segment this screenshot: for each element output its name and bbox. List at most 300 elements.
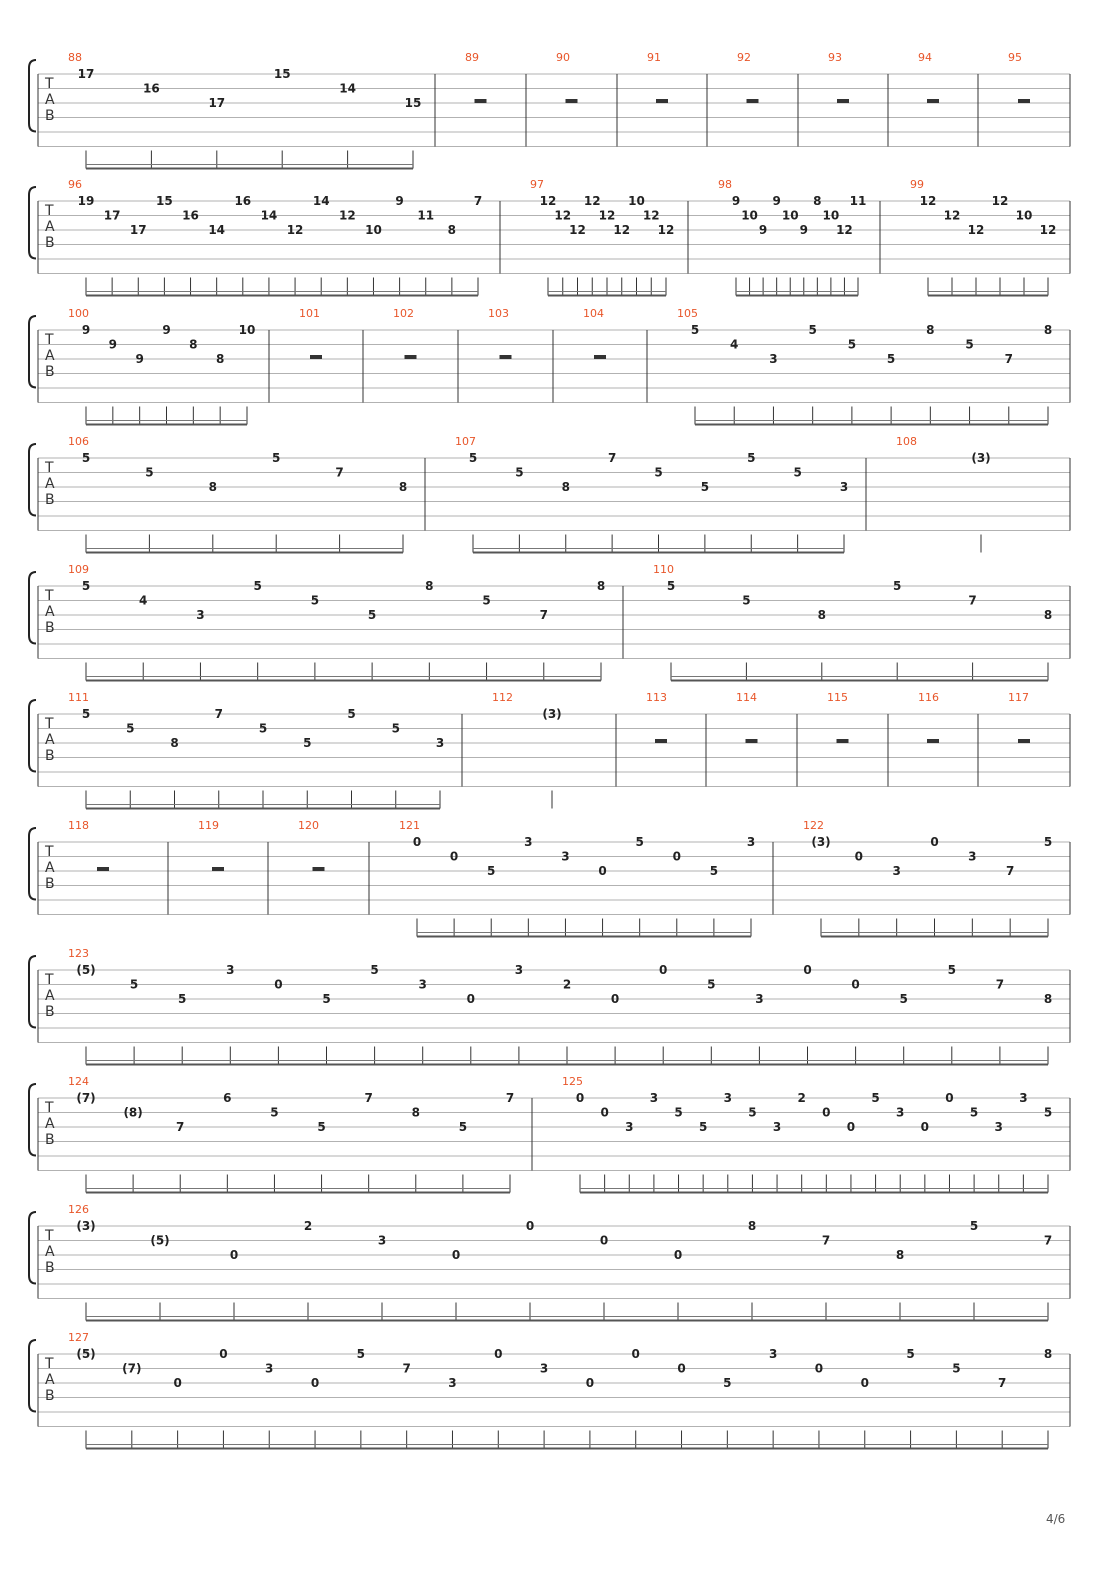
fret-number: 5	[178, 992, 187, 1006]
rest-symbol	[97, 867, 109, 871]
tab-clef-letter: B	[45, 235, 55, 251]
tab-clef-letter: B	[45, 1004, 55, 1020]
measure-number: 126	[68, 1203, 89, 1216]
fret-number: 5	[707, 977, 716, 992]
rest-symbol	[566, 99, 578, 103]
fret-number: 5	[747, 451, 756, 465]
fret-number: 0	[494, 1347, 503, 1361]
rest-symbol	[500, 355, 512, 359]
fret-number: 8	[813, 194, 822, 208]
fret-number: 5	[969, 1105, 979, 1120]
fret-number: 19	[77, 194, 95, 208]
fret-number: 5	[370, 963, 379, 977]
fret-number: 12	[286, 223, 304, 237]
measure-number: 90	[556, 51, 570, 64]
fret-number: 0	[585, 1376, 595, 1390]
measure-number: 99	[910, 178, 924, 191]
tab-system	[29, 947, 1070, 1065]
fret-number: 2	[797, 1091, 806, 1105]
fret-number: 14	[339, 81, 356, 96]
measure-number: 104	[583, 307, 604, 320]
measure-number: 111	[68, 691, 89, 704]
system-bracket	[29, 1084, 36, 1156]
fret-number: 12	[569, 223, 586, 237]
system-bracket	[29, 187, 36, 259]
system-bracket	[29, 1212, 36, 1284]
fret-number: 14	[312, 194, 330, 208]
fret-number: 8	[1043, 323, 1053, 337]
measure-number: 105	[677, 307, 698, 320]
fret-number: 3	[524, 835, 533, 849]
tab-system	[29, 1331, 1070, 1449]
measure-number: 91	[647, 51, 661, 64]
fret-number: (3)	[971, 451, 991, 465]
fret-number: 5	[654, 465, 663, 480]
tab-system	[29, 691, 1070, 809]
fret-number: 8	[170, 736, 179, 750]
fret-number: 0	[822, 1105, 831, 1120]
fret-number: 4	[139, 593, 148, 608]
fret-number: 3	[514, 963, 524, 977]
fret-number: 3	[226, 963, 235, 977]
fret-number: 5	[690, 323, 700, 337]
fret-number: 5	[145, 465, 154, 480]
fret-number: 5	[947, 963, 956, 977]
fret-number: 0	[466, 992, 475, 1006]
tab-clef-letter: B	[45, 876, 55, 892]
fret-number: 0	[610, 992, 620, 1006]
fret-number: 0	[575, 1091, 585, 1105]
fret-number: 5	[709, 864, 719, 878]
fret-number: 3	[755, 992, 764, 1006]
fret-number: 12	[943, 208, 961, 223]
fret-number: 10	[628, 194, 645, 208]
fret-number: 5	[906, 1347, 915, 1361]
fret-number: 5	[356, 1347, 366, 1361]
fret-number: 8	[411, 1105, 420, 1120]
fret-number: 8	[189, 337, 198, 352]
fret-number: 0	[599, 1233, 609, 1248]
tab-clef-letter: T	[45, 460, 54, 476]
fret-number: 12	[583, 194, 601, 208]
fret-number: 3	[892, 864, 901, 878]
fret-number: 5	[515, 465, 524, 480]
measure-number: 117	[1008, 691, 1029, 704]
measure-number: 127	[68, 1331, 89, 1344]
tab-system	[29, 819, 1070, 937]
tab-clef-letter: A	[45, 92, 55, 108]
fret-number: 9	[135, 352, 144, 366]
fret-number: 8	[398, 480, 408, 494]
fret-number: 9	[395, 194, 404, 208]
fret-number: 12	[613, 223, 631, 237]
fret-number: (3)	[76, 1219, 96, 1233]
fret-number: 5	[347, 707, 356, 721]
measure-number: 112	[492, 691, 513, 704]
measure-number: 108	[896, 435, 917, 448]
fret-number: 12	[338, 208, 356, 223]
measure-number: 120	[298, 819, 319, 832]
fret-number: 8	[817, 608, 826, 622]
fret-number: 7	[968, 593, 977, 608]
fret-number: 10	[238, 323, 256, 337]
fret-number: 5	[871, 1091, 880, 1105]
measure-number: 114	[736, 691, 757, 704]
fret-number: 3	[418, 977, 427, 992]
rest-symbol	[405, 355, 417, 359]
fret-number: 5	[700, 480, 710, 494]
fret-number: 3	[768, 1347, 778, 1361]
fret-number: 0	[598, 864, 607, 878]
tab-clef-letter: A	[45, 1116, 55, 1132]
rest-symbol	[1018, 99, 1030, 103]
fret-number: 0	[854, 849, 864, 864]
fret-number: 5	[81, 579, 91, 593]
fret-number: 3	[625, 1120, 634, 1134]
fret-number: 7	[335, 465, 344, 480]
fret-number: 5	[793, 465, 802, 480]
measure-number: 88	[68, 51, 82, 64]
fret-number: 9	[731, 194, 741, 208]
measure-number: 94	[918, 51, 932, 64]
tab-clef-letter: T	[45, 972, 54, 988]
tab-clef-letter: T	[45, 332, 54, 348]
rest-symbol	[656, 99, 668, 103]
tab-clef-letter: T	[45, 716, 54, 732]
fret-number: 8	[747, 1219, 757, 1233]
fret-number: 16	[182, 208, 199, 223]
fret-number: 15	[404, 96, 422, 110]
fret-number: 0	[451, 1248, 461, 1262]
fret-number: 7	[821, 1233, 831, 1248]
tab-clef-letter: B	[45, 108, 55, 124]
fret-number: 17	[77, 67, 95, 81]
fret-number: 0	[219, 1347, 228, 1361]
fret-number: 5	[258, 721, 268, 736]
page-number: 4/6	[1046, 1512, 1066, 1526]
fret-number: 7	[607, 451, 617, 465]
fret-number: 8	[425, 579, 434, 593]
fret-number: 5	[310, 593, 320, 608]
measure-number: 98	[718, 178, 732, 191]
fret-number: 5	[635, 835, 644, 849]
tab-clef-letter: T	[45, 588, 54, 604]
measure-number: 96	[68, 178, 82, 191]
fret-number: 8	[215, 352, 225, 366]
measure-number: 109	[68, 563, 89, 576]
fret-number: 4	[730, 337, 739, 352]
rest-symbol	[310, 355, 322, 359]
fret-number: 5	[893, 579, 902, 593]
measure-number: 106	[68, 435, 89, 448]
fret-number: 8	[596, 579, 606, 593]
measure-number: 118	[68, 819, 89, 832]
rest-symbol	[837, 99, 849, 103]
fret-number: 0	[673, 1248, 683, 1262]
fret-number: 5	[1043, 835, 1053, 849]
fret-number: 2	[562, 977, 572, 992]
tab-system	[29, 51, 1070, 169]
measure-number: 119	[198, 819, 219, 832]
fret-number: 5	[272, 451, 281, 465]
tab-clef-letter: B	[45, 364, 55, 380]
fret-number: 7	[1005, 864, 1015, 878]
measure-number: 123	[68, 947, 89, 960]
system-bracket	[29, 956, 36, 1028]
fret-number: 7	[364, 1091, 373, 1105]
fret-number: 0	[814, 1361, 824, 1376]
measure-number: 115	[827, 691, 848, 704]
fret-number: 8	[926, 323, 935, 337]
fret-number: 16	[234, 194, 252, 208]
fret-number: 7	[998, 1376, 1007, 1390]
fret-number: 0	[659, 963, 668, 977]
system-bracket	[29, 60, 36, 132]
fret-number: 5	[886, 352, 896, 366]
fret-number: 5	[81, 707, 91, 721]
tab-clef-letter: B	[45, 1260, 55, 1276]
fret-number: 5	[367, 608, 377, 622]
fret-number: 5	[847, 337, 857, 352]
fret-number: 3	[769, 352, 778, 366]
fret-number: 5	[391, 721, 400, 736]
fret-number: 9	[162, 323, 171, 337]
fret-number: 0	[525, 1219, 535, 1233]
tab-clef-letter: B	[45, 748, 55, 764]
fret-number: 3	[561, 849, 570, 864]
fret-number: 10	[781, 208, 799, 223]
fret-number: 3	[448, 1376, 457, 1390]
fret-number: 0	[803, 963, 812, 977]
fret-number: 5	[317, 1120, 326, 1134]
fret-number: 2	[303, 1219, 313, 1233]
fret-number: 12	[967, 223, 985, 237]
tab-system	[29, 1203, 1070, 1321]
fret-number: 0	[846, 1120, 856, 1134]
fret-number: 0	[851, 977, 860, 992]
fret-number: 12	[598, 208, 616, 223]
fret-number: 5	[666, 579, 676, 593]
system-bracket	[29, 1340, 36, 1412]
tab-system	[29, 563, 1070, 681]
system-bracket	[29, 316, 36, 388]
measure-number: 92	[737, 51, 751, 64]
measure-number: 113	[646, 691, 667, 704]
fret-number: 5	[303, 736, 312, 750]
rest-symbol	[746, 739, 758, 743]
fret-number: 3	[435, 736, 445, 750]
fret-number: 5	[322, 992, 331, 1006]
fret-number: 5	[1043, 1105, 1053, 1120]
fret-number: (5)	[150, 1233, 170, 1248]
fret-number: 8	[895, 1248, 905, 1262]
measure-number: 110	[653, 563, 674, 576]
fret-number: 5	[468, 451, 478, 465]
tab-clef-letter: A	[45, 348, 55, 364]
fret-number: 7	[473, 194, 483, 208]
fret-number: (8)	[123, 1105, 143, 1120]
fret-number: (3)	[542, 707, 562, 721]
tab-clef-letter: A	[45, 219, 55, 235]
fret-number: 0	[945, 1091, 954, 1105]
fret-number: 5	[458, 1120, 468, 1134]
tab-clef-letter: T	[45, 844, 54, 860]
fret-number: 7	[539, 608, 548, 622]
rest-symbol	[747, 99, 759, 103]
tab-clef-letter: B	[45, 1388, 55, 1404]
measure-number: 93	[828, 51, 842, 64]
fret-number: (5)	[76, 1347, 96, 1361]
tab-clef-letter: T	[45, 1228, 54, 1244]
measure-number: 89	[465, 51, 479, 64]
fret-number: (5)	[76, 963, 96, 977]
rest-symbol	[594, 355, 606, 359]
fret-number: 3	[539, 1361, 549, 1376]
fret-number: 3	[772, 1120, 782, 1134]
fret-number: 5	[952, 1361, 961, 1376]
rest-symbol	[927, 739, 939, 743]
fret-number: 0	[860, 1376, 869, 1390]
fret-number: 0	[631, 1347, 640, 1361]
fret-number: 3	[839, 480, 849, 494]
fret-number: 7	[995, 977, 1005, 992]
fret-number: 10	[822, 208, 840, 223]
rest-symbol	[655, 739, 667, 743]
fret-number: 5	[482, 593, 491, 608]
fret-number: 3	[896, 1105, 905, 1120]
fret-number: 17	[129, 223, 147, 237]
fret-number: 14	[208, 223, 226, 237]
measure-number: 116	[918, 691, 939, 704]
fret-number: 10	[1015, 208, 1033, 223]
fret-number: (7)	[76, 1091, 96, 1105]
fret-number: 3	[265, 1361, 274, 1376]
fret-number: 7	[214, 707, 223, 721]
fret-number: 0	[600, 1105, 609, 1120]
tab-system	[29, 178, 1070, 296]
fret-number: 3	[723, 1091, 732, 1105]
fret-number: 5	[81, 451, 91, 465]
measure-number: 122	[803, 819, 824, 832]
fret-number: 5	[899, 992, 908, 1006]
fret-number: 15	[156, 194, 173, 208]
fret-number: 0	[930, 835, 939, 849]
fret-number: 12	[539, 194, 557, 208]
measure-number: 102	[393, 307, 414, 320]
fret-number: 8	[1043, 1347, 1053, 1361]
fret-number: 5	[965, 337, 974, 352]
fret-number: 7	[402, 1361, 411, 1376]
tab-system	[29, 1075, 1070, 1193]
fret-number: 5	[748, 1105, 757, 1120]
fret-number: 3	[746, 835, 756, 849]
fret-number: 0	[672, 849, 681, 864]
fret-number: 6	[223, 1091, 232, 1105]
fret-number: 7	[1043, 1233, 1053, 1248]
fret-number: 3	[1019, 1091, 1028, 1105]
fret-number: 15	[273, 67, 291, 81]
fret-number: 3	[968, 849, 977, 864]
fret-number: 14	[260, 208, 278, 223]
fret-number: 12	[642, 208, 660, 223]
rest-symbol	[475, 99, 487, 103]
fret-number: 5	[698, 1120, 708, 1134]
tab-clef-letter: A	[45, 604, 55, 620]
tab-clef-letter: T	[45, 1356, 54, 1372]
fret-number: 0	[274, 977, 283, 992]
fret-number: 12	[991, 194, 1009, 208]
tab-clef-letter: B	[45, 492, 55, 508]
fret-number: 12	[554, 208, 572, 223]
fret-number: 17	[103, 208, 121, 223]
fret-number: 12	[836, 223, 853, 237]
tab-clef-letter: B	[45, 620, 55, 636]
fret-number: (7)	[122, 1361, 142, 1376]
tab-clef-letter: A	[45, 988, 55, 1004]
fret-number: 11	[849, 194, 867, 208]
tab-clef-letter: B	[45, 1132, 55, 1148]
fret-number: 12	[1039, 223, 1057, 237]
fret-number: 0	[412, 835, 422, 849]
tab-clef-letter: T	[45, 203, 54, 219]
system-bracket	[29, 572, 36, 644]
fret-number: 7	[505, 1091, 515, 1105]
system-bracket	[29, 700, 36, 772]
fret-number: 0	[677, 1361, 686, 1376]
fret-number: 9	[758, 223, 768, 237]
measure-number: 97	[530, 178, 544, 191]
tab-clef-letter: A	[45, 860, 55, 876]
fret-number: 3	[196, 608, 205, 622]
fret-number: 10	[741, 208, 758, 223]
fret-number: (3)	[811, 835, 831, 849]
rest-symbol	[837, 739, 849, 743]
fret-number: 17	[208, 96, 226, 110]
fret-number: 5	[487, 864, 496, 878]
system-bracket	[29, 444, 36, 516]
fret-number: 5	[723, 1376, 732, 1390]
fret-number: 3	[994, 1120, 1003, 1134]
fret-number: 10	[365, 223, 382, 237]
fret-number: 12	[657, 223, 675, 237]
rest-symbol	[313, 867, 325, 871]
fret-number: 3	[377, 1233, 387, 1248]
fret-number: 8	[208, 480, 217, 494]
fret-number: 0	[449, 849, 459, 864]
fret-number: 7	[1004, 352, 1013, 366]
fret-number: 11	[417, 208, 435, 223]
measure-number: 100	[68, 307, 89, 320]
tab-clef-letter: T	[45, 1100, 54, 1116]
rest-symbol	[927, 99, 939, 103]
tab-system	[29, 307, 1070, 425]
tab-system	[29, 435, 1070, 553]
fret-number: 9	[799, 223, 808, 237]
system-bracket	[29, 828, 36, 900]
measure-number: 124	[68, 1075, 89, 1088]
fret-number: 0	[229, 1248, 239, 1262]
tab-clef-letter: A	[45, 1244, 55, 1260]
fret-number: 8	[561, 480, 570, 494]
fret-number: 5	[270, 1105, 279, 1120]
fret-number: 16	[143, 81, 160, 96]
fret-number: 0	[920, 1120, 930, 1134]
fret-number: 9	[108, 337, 118, 352]
fret-number: 3	[649, 1091, 659, 1105]
measure-number: 95	[1008, 51, 1022, 64]
fret-number: 5	[808, 323, 817, 337]
fret-number: 0	[173, 1376, 182, 1390]
